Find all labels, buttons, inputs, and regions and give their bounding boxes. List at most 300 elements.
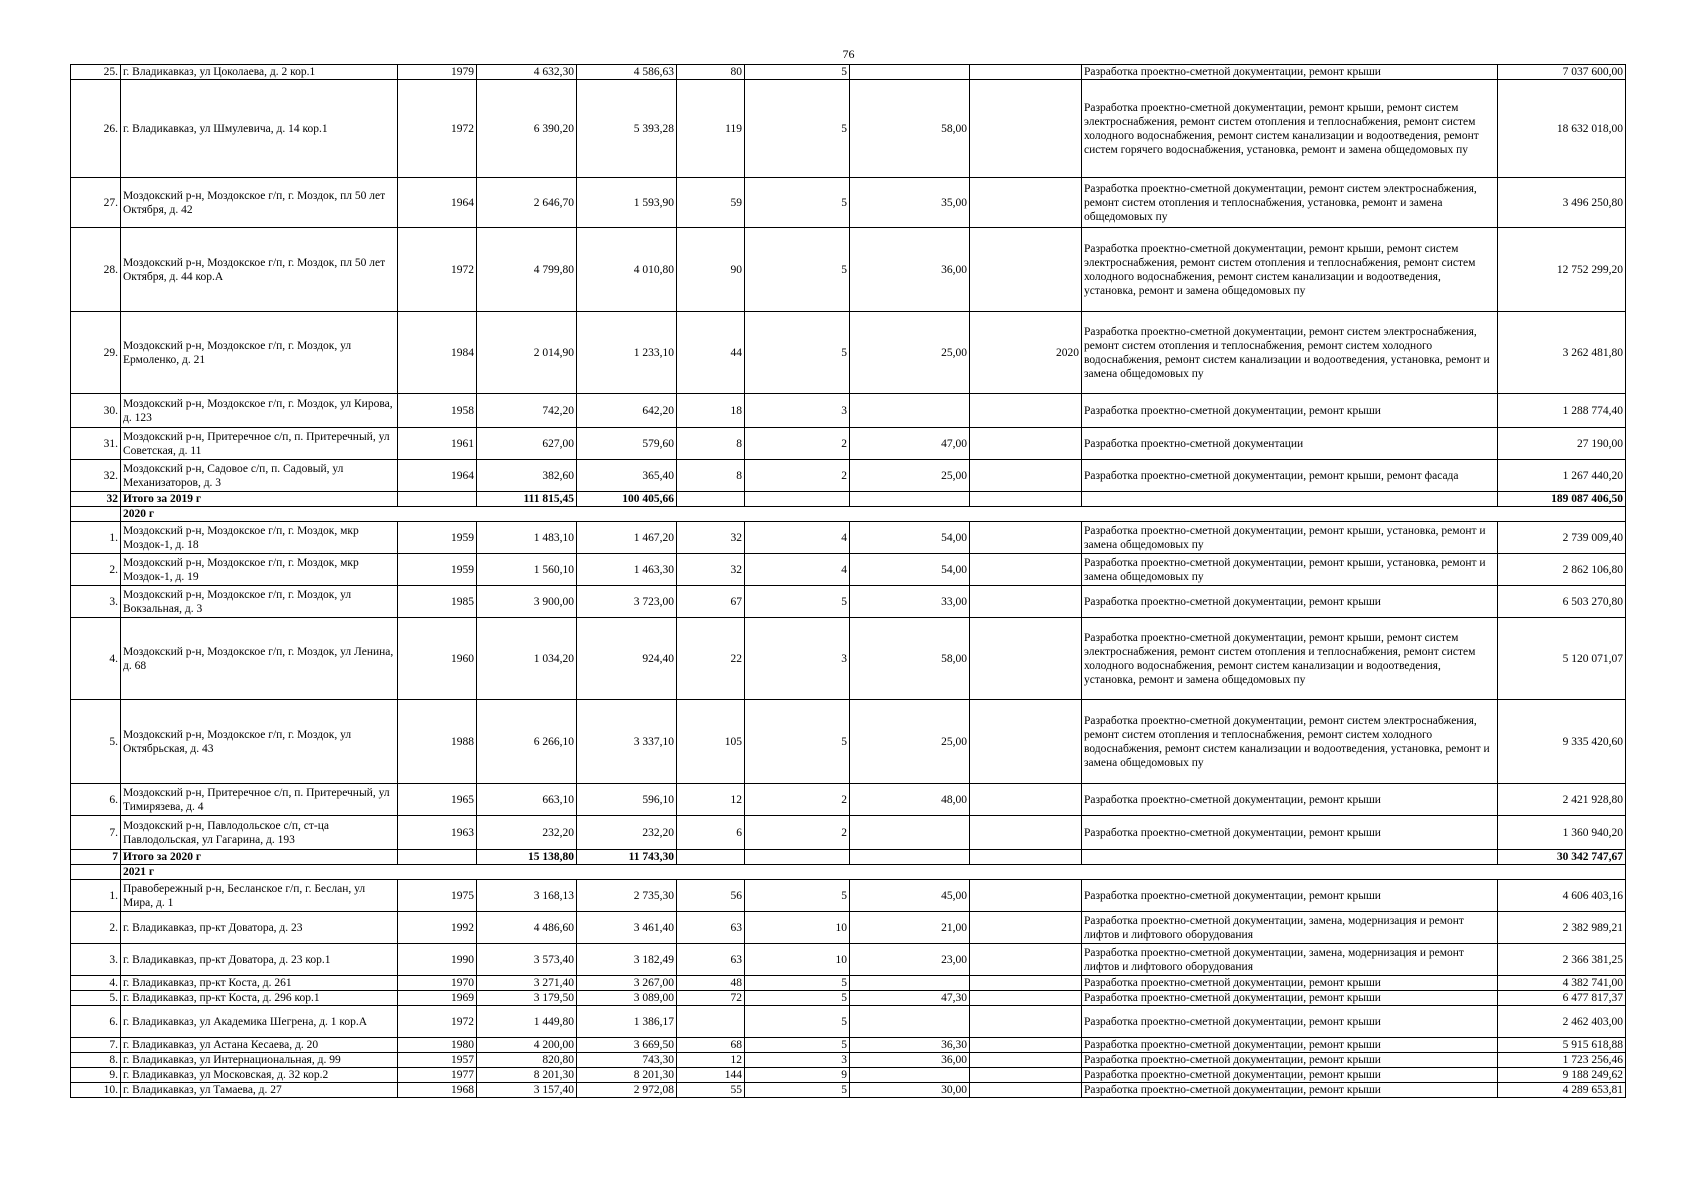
row-number-cell: 7	[71, 850, 121, 865]
row-number-cell: 4.	[71, 976, 121, 991]
living-area-cell: 1 593,90	[577, 178, 677, 228]
build-year-cell: 1975	[398, 880, 477, 912]
plan-year-cell	[970, 944, 1082, 976]
total-area-cell: 4 200,00	[477, 1038, 577, 1053]
build-year-cell: 1980	[398, 1038, 477, 1053]
address-cell: г. Владикавказ, ул Цоколаева, д. 2 кор.1	[121, 65, 398, 80]
works-description-cell: Разработка проектно-сметной документации, ремонт крыши	[1082, 1038, 1498, 1053]
plan-year-cell	[970, 554, 1082, 586]
plan-year-cell	[970, 784, 1082, 816]
build-year-cell: 1969	[398, 991, 477, 1006]
plan-year-cell	[970, 460, 1082, 492]
works-description-cell: Разработка проектно-сметной документации, ремонт систем электроснабжения, ремонт систем отопления и теплоснабжения, ремонт систем холодного водоснабжения, ремонт систем канализации и водоотведения, установка, ремонт и замена общедомовых пу	[1082, 312, 1498, 394]
build-year-cell: 1961	[398, 428, 477, 460]
total-area-cell: 4 486,60	[477, 912, 577, 944]
living-area-cell: 3 267,00	[577, 976, 677, 991]
floors-cell	[745, 850, 850, 865]
address-cell: г. Владикавказ, ул Астана Кесаева, д. 20	[121, 1038, 398, 1053]
total-area-cell: 15 138,80	[477, 850, 577, 865]
cost-cell: 12 752 299,20	[1498, 228, 1626, 312]
build-year-cell: 1992	[398, 912, 477, 944]
living-area-cell: 2 972,08	[577, 1083, 677, 1098]
plan-year-cell	[970, 1053, 1082, 1068]
floors-cell: 2	[745, 428, 850, 460]
address-cell: Итого за 2020 г	[121, 850, 398, 865]
floors-cell: 4	[745, 522, 850, 554]
row-number-cell: 6.	[71, 1006, 121, 1038]
cost-cell: 2 366 381,25	[1498, 944, 1626, 976]
cost-cell: 1 723 256,46	[1498, 1053, 1626, 1068]
works-description-cell: Разработка проектно-сметной документации, ремонт систем электроснабжения, ремонт систем отопления и теплоснабжения, ремонт систем холодного водоснабжения, ремонт систем канализации и водоотведения, установка, ремонт и замена общедомовых пу	[1082, 700, 1498, 784]
works-description-cell: Разработка проектно-сметной документации, ремонт крыши, ремонт систем электроснабжения, ремонт систем отопления и теплоснабжения, ремонт систем холодного водоснабжения, ремонт систем канализации и водоотведения, установка, ремонт и замена общедомовых пу	[1082, 228, 1498, 312]
build-year-cell: 1964	[398, 460, 477, 492]
works-description-cell: Разработка проектно-сметной документации, ремонт крыши	[1082, 1068, 1498, 1083]
works-description-cell: Разработка проектно-сметной документации, ремонт крыши	[1082, 1083, 1498, 1098]
row-number-cell: 5.	[71, 991, 121, 1006]
section-empty-cell	[71, 865, 121, 880]
residents-cell: 32	[677, 522, 745, 554]
row-number-cell: 7.	[71, 816, 121, 850]
floors-cell: 4	[745, 554, 850, 586]
build-year-cell: 1972	[398, 1006, 477, 1038]
build-year-cell: 1972	[398, 228, 477, 312]
row-number-cell: 32.	[71, 460, 121, 492]
total-area-cell: 2 014,90	[477, 312, 577, 394]
plan-year-cell	[970, 1083, 1082, 1098]
total-area-cell: 4 632,30	[477, 65, 577, 80]
address-cell: Моздокский р-н, Моздокское г/п, г. Моздок, ул Октябрьская, д. 43	[121, 700, 398, 784]
cost-cell: 4 606 403,16	[1498, 880, 1626, 912]
table-row	[71, 554, 1626, 586]
floors-cell: 5	[745, 178, 850, 228]
wear-percent-cell: 54,00	[850, 522, 970, 554]
works-description-cell: Разработка проектно-сметной документации, ремонт крыши	[1082, 1006, 1498, 1038]
address-cell: Итого за 2019 г	[121, 492, 398, 507]
living-area-cell: 5 393,28	[577, 80, 677, 178]
living-area-cell: 1 467,20	[577, 522, 677, 554]
residents-cell: 80	[677, 65, 745, 80]
build-year-cell	[398, 850, 477, 865]
plan-year-cell	[970, 522, 1082, 554]
cost-cell: 7 037 600,00	[1498, 65, 1626, 80]
plan-year-cell	[970, 178, 1082, 228]
plan-year-cell	[970, 700, 1082, 784]
address-cell: г. Владикавказ, ул Академика Шегрена, д. 1 кор.А	[121, 1006, 398, 1038]
residents-cell: 68	[677, 1038, 745, 1053]
build-year-cell: 1963	[398, 816, 477, 850]
floors-cell: 3	[745, 394, 850, 428]
total-row	[71, 492, 1626, 507]
row-number-cell: 10.	[71, 1083, 121, 1098]
cost-cell: 3 496 250,80	[1498, 178, 1626, 228]
row-number-cell: 5.	[71, 700, 121, 784]
residents-cell: 144	[677, 1068, 745, 1083]
build-year-cell: 1958	[398, 394, 477, 428]
floors-cell: 10	[745, 944, 850, 976]
cost-cell: 27 190,00	[1498, 428, 1626, 460]
build-year-cell: 1959	[398, 522, 477, 554]
plan-year-cell	[970, 394, 1082, 428]
living-area-cell: 3 669,50	[577, 1038, 677, 1053]
wear-percent-cell: 30,00	[850, 1083, 970, 1098]
cost-cell: 9 335 420,60	[1498, 700, 1626, 784]
address-cell: г. Владикавказ, ул Шмулевича, д. 14 кор.1	[121, 80, 398, 178]
wear-percent-cell: 21,00	[850, 912, 970, 944]
table-row	[71, 816, 1626, 850]
table-row	[71, 178, 1626, 228]
works-description-cell: Разработка проектно-сметной документации, замена, модернизация и ремонт лифтов и лифтового оборудования	[1082, 944, 1498, 976]
living-area-cell: 4 010,80	[577, 228, 677, 312]
cost-cell: 6 503 270,80	[1498, 586, 1626, 618]
plan-year-cell	[970, 1038, 1082, 1053]
row-number-cell: 3.	[71, 944, 121, 976]
address-cell: г. Владикавказ, ул Интернациональная, д. 99	[121, 1053, 398, 1068]
residents-cell: 8	[677, 428, 745, 460]
total-area-cell: 6 266,10	[477, 700, 577, 784]
living-area-cell: 11 743,30	[577, 850, 677, 865]
works-description-cell: Разработка проектно-сметной документации, ремонт крыши	[1082, 1053, 1498, 1068]
cost-cell: 2 462 403,00	[1498, 1006, 1626, 1038]
table-row	[71, 1038, 1626, 1053]
row-number-cell: 26.	[71, 80, 121, 178]
cost-cell: 5 120 071,07	[1498, 618, 1626, 700]
plan-year-cell	[970, 850, 1082, 865]
table-row	[71, 428, 1626, 460]
total-area-cell: 8 201,30	[477, 1068, 577, 1083]
floors-cell	[745, 492, 850, 507]
floors-cell: 10	[745, 912, 850, 944]
plan-year-cell	[970, 80, 1082, 178]
floors-cell: 5	[745, 1038, 850, 1053]
address-cell: Моздокский р-н, Павлодольское с/п, ст-ца Павлодольская, ул Гагарина, д. 193	[121, 816, 398, 850]
cost-cell: 2 382 989,21	[1498, 912, 1626, 944]
cost-cell: 2 862 106,80	[1498, 554, 1626, 586]
row-number-cell: 8.	[71, 1053, 121, 1068]
wear-percent-cell: 23,00	[850, 944, 970, 976]
living-area-cell: 596,10	[577, 784, 677, 816]
address-cell: Моздокский р-н, Моздокское г/п, г. Моздок, ул Ермоленко, д. 21	[121, 312, 398, 394]
living-area-cell: 1 386,17	[577, 1006, 677, 1038]
build-year-cell: 1957	[398, 1053, 477, 1068]
row-number-cell: 7.	[71, 1038, 121, 1053]
residents-cell	[677, 492, 745, 507]
table-row	[71, 394, 1626, 428]
build-year-cell: 1965	[398, 784, 477, 816]
address-cell: Моздокский р-н, Моздокское г/п, г. Моздок, мкр Моздок-1, д. 19	[121, 554, 398, 586]
floors-cell: 5	[745, 312, 850, 394]
build-year-cell: 1988	[398, 700, 477, 784]
floors-cell: 2	[745, 460, 850, 492]
works-description-cell: Разработка проектно-сметной документации, ремонт крыши	[1082, 394, 1498, 428]
total-area-cell: 820,80	[477, 1053, 577, 1068]
plan-year-cell	[970, 880, 1082, 912]
floors-cell: 5	[745, 65, 850, 80]
living-area-cell: 365,40	[577, 460, 677, 492]
works-description-cell: Разработка проектно-сметной документации, ремонт крыши	[1082, 991, 1498, 1006]
cost-cell: 4 289 653,81	[1498, 1083, 1626, 1098]
plan-year-cell	[970, 492, 1082, 507]
living-area-cell: 924,40	[577, 618, 677, 700]
wear-percent-cell: 35,00	[850, 178, 970, 228]
wear-percent-cell: 47,30	[850, 991, 970, 1006]
row-number-cell: 29.	[71, 312, 121, 394]
residents-cell: 8	[677, 460, 745, 492]
row-number-cell: 2.	[71, 554, 121, 586]
plan-year-cell	[970, 618, 1082, 700]
table-row	[71, 65, 1626, 80]
cost-cell: 1 267 440,20	[1498, 460, 1626, 492]
table-row	[71, 944, 1626, 976]
residents-cell: 105	[677, 700, 745, 784]
total-area-cell: 1 483,10	[477, 522, 577, 554]
address-cell: Моздокский р-н, Моздокское г/п, г. Моздок, ул Вокзальная, д. 3	[121, 586, 398, 618]
build-year-cell: 1970	[398, 976, 477, 991]
residents-cell: 119	[677, 80, 745, 178]
floors-cell: 2	[745, 816, 850, 850]
floors-cell: 5	[745, 880, 850, 912]
build-year-cell: 1964	[398, 178, 477, 228]
wear-percent-cell: 48,00	[850, 784, 970, 816]
living-area-cell: 4 586,63	[577, 65, 677, 80]
table-row	[71, 700, 1626, 784]
table-row	[71, 991, 1626, 1006]
table-row	[71, 880, 1626, 912]
total-area-cell: 6 390,20	[477, 80, 577, 178]
cost-cell: 9 188 249,62	[1498, 1068, 1626, 1083]
cost-cell: 30 342 747,67	[1498, 850, 1626, 865]
plan-year-cell	[970, 1006, 1082, 1038]
living-area-cell: 8 201,30	[577, 1068, 677, 1083]
works-description-cell: Разработка проектно-сметной документации, ремонт крыши, установка, ремонт и замена общедомовых пу	[1082, 554, 1498, 586]
table-row	[71, 1006, 1626, 1038]
build-year-cell: 1968	[398, 1083, 477, 1098]
residents-cell	[677, 850, 745, 865]
residents-cell: 6	[677, 816, 745, 850]
residents-cell: 56	[677, 880, 745, 912]
works-description-cell: Разработка проектно-сметной документации, ремонт крыши	[1082, 784, 1498, 816]
living-area-cell: 743,30	[577, 1053, 677, 1068]
works-description-cell: Разработка проектно-сметной документации	[1082, 428, 1498, 460]
residents-cell: 12	[677, 1053, 745, 1068]
wear-percent-cell	[850, 1006, 970, 1038]
table-row	[71, 228, 1626, 312]
floors-cell: 5	[745, 228, 850, 312]
plan-year-cell	[970, 586, 1082, 618]
cost-cell: 18 632 018,00	[1498, 80, 1626, 178]
build-year-cell: 1959	[398, 554, 477, 586]
wear-percent-cell: 25,00	[850, 460, 970, 492]
address-cell: г. Владикавказ, пр-кт Доватора, д. 23 кор.1	[121, 944, 398, 976]
year-section-header	[71, 865, 1626, 880]
address-cell: Моздокский р-н, Моздокское г/п, г. Моздок, ул Кирова, д. 123	[121, 394, 398, 428]
cost-cell: 2 421 928,80	[1498, 784, 1626, 816]
row-number-cell: 3.	[71, 586, 121, 618]
living-area-cell: 3 461,40	[577, 912, 677, 944]
residents-cell: 63	[677, 944, 745, 976]
row-number-cell: 28.	[71, 228, 121, 312]
works-description-cell: Разработка проектно-сметной документации, ремонт крыши	[1082, 880, 1498, 912]
works-description-cell: Разработка проектно-сметной документации, ремонт крыши, ремонт систем электроснабжения, ремонт систем отопления и теплоснабжения, ремонт систем холодного водоснабжения, ремонт систем канализации и водоотведения, установка, ремонт и замена общедомовых пу	[1082, 618, 1498, 700]
living-area-cell: 3 723,00	[577, 586, 677, 618]
plan-year-cell	[970, 1068, 1082, 1083]
floors-cell: 5	[745, 991, 850, 1006]
row-number-cell: 1.	[71, 880, 121, 912]
wear-percent-cell: 54,00	[850, 554, 970, 586]
page-number: 76	[842, 47, 855, 61]
works-description-cell: Разработка проектно-сметной документации, ремонт крыши, установка, ремонт и замена общедомовых пу	[1082, 522, 1498, 554]
cost-cell: 1 288 774,40	[1498, 394, 1626, 428]
address-cell: Моздокский р-н, Притеречное с/п, п. Притеречный, ул Советская, д. 11	[121, 428, 398, 460]
total-area-cell: 3 573,40	[477, 944, 577, 976]
address-cell: Моздокский р-н, Притеречное с/п, п. Притеречный, ул Тимирязева, д. 4	[121, 784, 398, 816]
plan-year-cell	[970, 912, 1082, 944]
wear-percent-cell	[850, 850, 970, 865]
residents-cell: 67	[677, 586, 745, 618]
works-description-cell: Разработка проектно-сметной документации, ремонт крыши	[1082, 976, 1498, 991]
wear-percent-cell: 36,00	[850, 228, 970, 312]
address-cell: г. Владикавказ, пр-кт Коста, д. 261	[121, 976, 398, 991]
plan-year-cell	[970, 65, 1082, 80]
cost-cell: 3 262 481,80	[1498, 312, 1626, 394]
total-area-cell: 3 900,00	[477, 586, 577, 618]
cost-cell: 1 360 940,20	[1498, 816, 1626, 850]
floors-cell: 3	[745, 1053, 850, 1068]
wear-percent-cell	[850, 816, 970, 850]
living-area-cell: 232,20	[577, 816, 677, 850]
wear-percent-cell: 25,00	[850, 312, 970, 394]
table-row	[71, 1068, 1626, 1083]
total-row	[71, 850, 1626, 865]
works-description-cell: Разработка проектно-сметной документации, ремонт систем электроснабжения, ремонт систем отопления и теплоснабжения, установка, ремонт и замена общедомовых пу	[1082, 178, 1498, 228]
total-area-cell: 111 815,45	[477, 492, 577, 507]
total-area-cell: 2 646,70	[477, 178, 577, 228]
residents-cell: 48	[677, 976, 745, 991]
plan-year-cell	[970, 428, 1082, 460]
residents-cell: 90	[677, 228, 745, 312]
address-cell: Моздокский р-н, Садовое с/п, п. Садовый, ул Механизаторов, д. 3	[121, 460, 398, 492]
table-row	[71, 1053, 1626, 1068]
living-area-cell: 100 405,66	[577, 492, 677, 507]
row-number-cell: 9.	[71, 1068, 121, 1083]
year-section-header	[71, 507, 1626, 522]
row-number-cell: 25.	[71, 65, 121, 80]
cost-cell: 4 382 741,00	[1498, 976, 1626, 991]
wear-percent-cell: 25,00	[850, 700, 970, 784]
build-year-cell: 1990	[398, 944, 477, 976]
total-area-cell: 1 034,20	[477, 618, 577, 700]
address-cell: г. Владикавказ, пр-кт Доватора, д. 23	[121, 912, 398, 944]
living-area-cell: 642,20	[577, 394, 677, 428]
floors-cell: 5	[745, 586, 850, 618]
floors-cell: 5	[745, 80, 850, 178]
table-row	[71, 80, 1626, 178]
total-area-cell: 1 449,80	[477, 1006, 577, 1038]
residents-cell: 44	[677, 312, 745, 394]
cost-cell: 189 087 406,50	[1498, 492, 1626, 507]
row-number-cell: 1.	[71, 522, 121, 554]
wear-percent-cell	[850, 1068, 970, 1083]
works-description-cell	[1082, 850, 1498, 865]
wear-percent-cell: 45,00	[850, 880, 970, 912]
living-area-cell: 1 463,30	[577, 554, 677, 586]
residents-cell	[677, 1006, 745, 1038]
build-year-cell: 1960	[398, 618, 477, 700]
row-number-cell: 31.	[71, 428, 121, 460]
living-area-cell: 3 089,00	[577, 991, 677, 1006]
works-description-cell: Разработка проектно-сметной документации, ремонт крыши	[1082, 586, 1498, 618]
works-description-cell	[1082, 492, 1498, 507]
row-number-cell: 6.	[71, 784, 121, 816]
total-area-cell: 3 157,40	[477, 1083, 577, 1098]
cost-cell: 5 915 618,88	[1498, 1038, 1626, 1053]
residents-cell: 72	[677, 991, 745, 1006]
total-area-cell: 3 271,40	[477, 976, 577, 991]
row-number-cell: 2.	[71, 912, 121, 944]
plan-year-cell	[970, 228, 1082, 312]
plan-year-cell: 2020	[970, 312, 1082, 394]
section-label: 2020 г	[121, 507, 1626, 522]
residents-cell: 12	[677, 784, 745, 816]
residents-cell: 63	[677, 912, 745, 944]
floors-cell: 5	[745, 700, 850, 784]
works-description-cell: Разработка проектно-сметной документации, ремонт крыши	[1082, 816, 1498, 850]
floors-cell: 5	[745, 1083, 850, 1098]
capital-repair-table	[70, 64, 1626, 1098]
floors-cell: 5	[745, 976, 850, 991]
table-row	[71, 460, 1626, 492]
wear-percent-cell	[850, 65, 970, 80]
address-cell: г. Владикавказ, ул Тамаева, д. 27	[121, 1083, 398, 1098]
living-area-cell: 3 182,49	[577, 944, 677, 976]
cost-cell: 2 739 009,40	[1498, 522, 1626, 554]
works-description-cell: Разработка проектно-сметной документации, ремонт крыши	[1082, 65, 1498, 80]
living-area-cell: 1 233,10	[577, 312, 677, 394]
total-area-cell: 627,00	[477, 428, 577, 460]
residents-cell: 18	[677, 394, 745, 428]
address-cell: Моздокский р-н, Моздокское г/п, г. Моздок, мкр Моздок-1, д. 18	[121, 522, 398, 554]
build-year-cell	[398, 492, 477, 507]
address-cell: Моздокский р-н, Моздокское г/п, г. Моздок, пл 50 лет Октября, д. 42	[121, 178, 398, 228]
living-area-cell: 3 337,10	[577, 700, 677, 784]
wear-percent-cell: 47,00	[850, 428, 970, 460]
address-cell: г. Владикавказ, пр-кт Коста, д. 296 кор.1	[121, 991, 398, 1006]
row-number-cell: 27.	[71, 178, 121, 228]
total-area-cell: 3 179,50	[477, 991, 577, 1006]
wear-percent-cell: 33,00	[850, 586, 970, 618]
living-area-cell: 2 735,30	[577, 880, 677, 912]
row-number-cell: 32	[71, 492, 121, 507]
plan-year-cell	[970, 991, 1082, 1006]
table-row	[71, 618, 1626, 700]
wear-percent-cell	[850, 394, 970, 428]
works-description-cell: Разработка проектно-сметной документации, ремонт крыши, ремонт систем электроснабжения, ремонт систем отопления и теплоснабжения, ремонт систем холодного водоснабжения, ремонт систем канализации и водоотведения, ремонт систем горячего водоснабжения, установка, ремонт и замена общедомовых пу	[1082, 80, 1498, 178]
total-area-cell: 742,20	[477, 394, 577, 428]
table-row	[71, 586, 1626, 618]
address-cell: Моздокский р-н, Моздокское г/п, г. Моздок, пл 50 лет Октября, д. 44 кор.А	[121, 228, 398, 312]
works-description-cell: Разработка проектно-сметной документации, замена, модернизация и ремонт лифтов и лифтового оборудования	[1082, 912, 1498, 944]
address-cell: Правобережный р-н, Бесланское г/п, г. Беслан, ул Мира, д. 1	[121, 880, 398, 912]
floors-cell: 2	[745, 784, 850, 816]
table-row	[71, 912, 1626, 944]
wear-percent-cell: 58,00	[850, 80, 970, 178]
total-area-cell: 382,60	[477, 460, 577, 492]
wear-percent-cell: 36,00	[850, 1053, 970, 1068]
table-row	[71, 522, 1626, 554]
table-row	[71, 312, 1626, 394]
row-number-cell: 30.	[71, 394, 121, 428]
build-year-cell: 1972	[398, 80, 477, 178]
wear-percent-cell: 58,00	[850, 618, 970, 700]
